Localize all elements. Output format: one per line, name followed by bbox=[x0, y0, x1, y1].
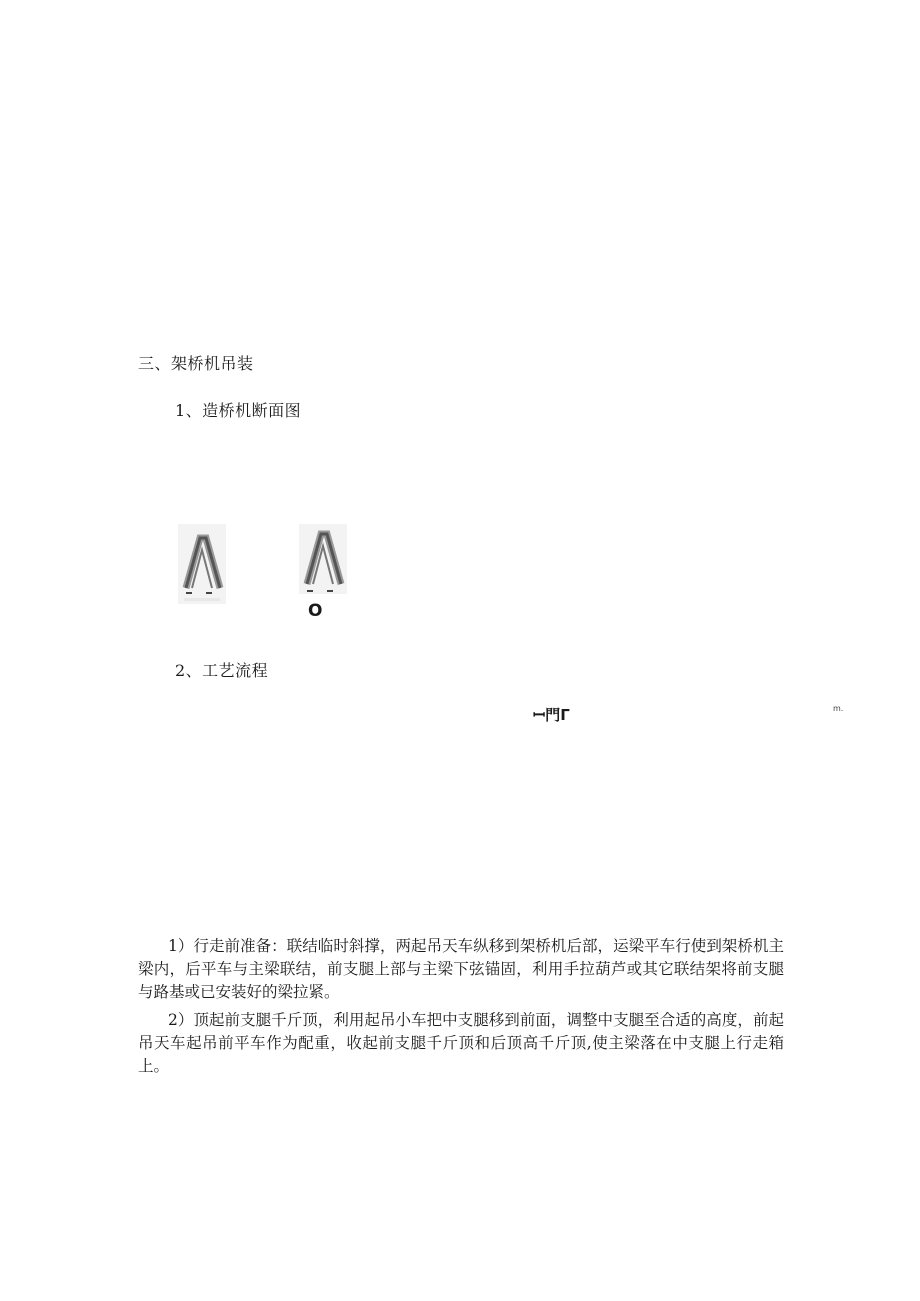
a-frame-figure-left bbox=[178, 524, 226, 604]
figure-label-o: O bbox=[308, 601, 323, 621]
flow-diagram-fragment: ꟷ門Γ bbox=[533, 706, 570, 724]
paragraph-step-2-text: 2）顶起前支腿千斤顶，利用起吊小车把中支腿移到前面，调整中支腿至合适的高度，前起吊天车起吊前平车作为配重，收起前支腿千斤顶和后顶高千斤顶,使主梁落在中支腿上行走箱上。 bbox=[138, 1011, 784, 1075]
subsection-title-cross-section: 1、造桥机断面图 bbox=[175, 401, 302, 420]
a-frame-figure-right bbox=[299, 524, 347, 594]
subsection-title-process-flow: 2、工艺流程 bbox=[175, 661, 269, 680]
paragraph-step-1 bbox=[138, 935, 784, 1004]
section-title: 三、架桥机吊装 bbox=[138, 354, 254, 373]
paragraph-step-1-text: 1）行走前准备：联结临时斜撑，两起吊天车纵移到架桥机后部，运梁平车行使到架桥机主梁内，后平车与主梁联结，前支腿上部与主梁下弦锚固，利用手拉葫芦或其它联结架将前支腿与路基或已安装好的梁拉紧。 bbox=[138, 937, 784, 1001]
paragraph-step-2 bbox=[138, 1009, 784, 1078]
flow-diagram-mark: m. bbox=[833, 704, 844, 713]
